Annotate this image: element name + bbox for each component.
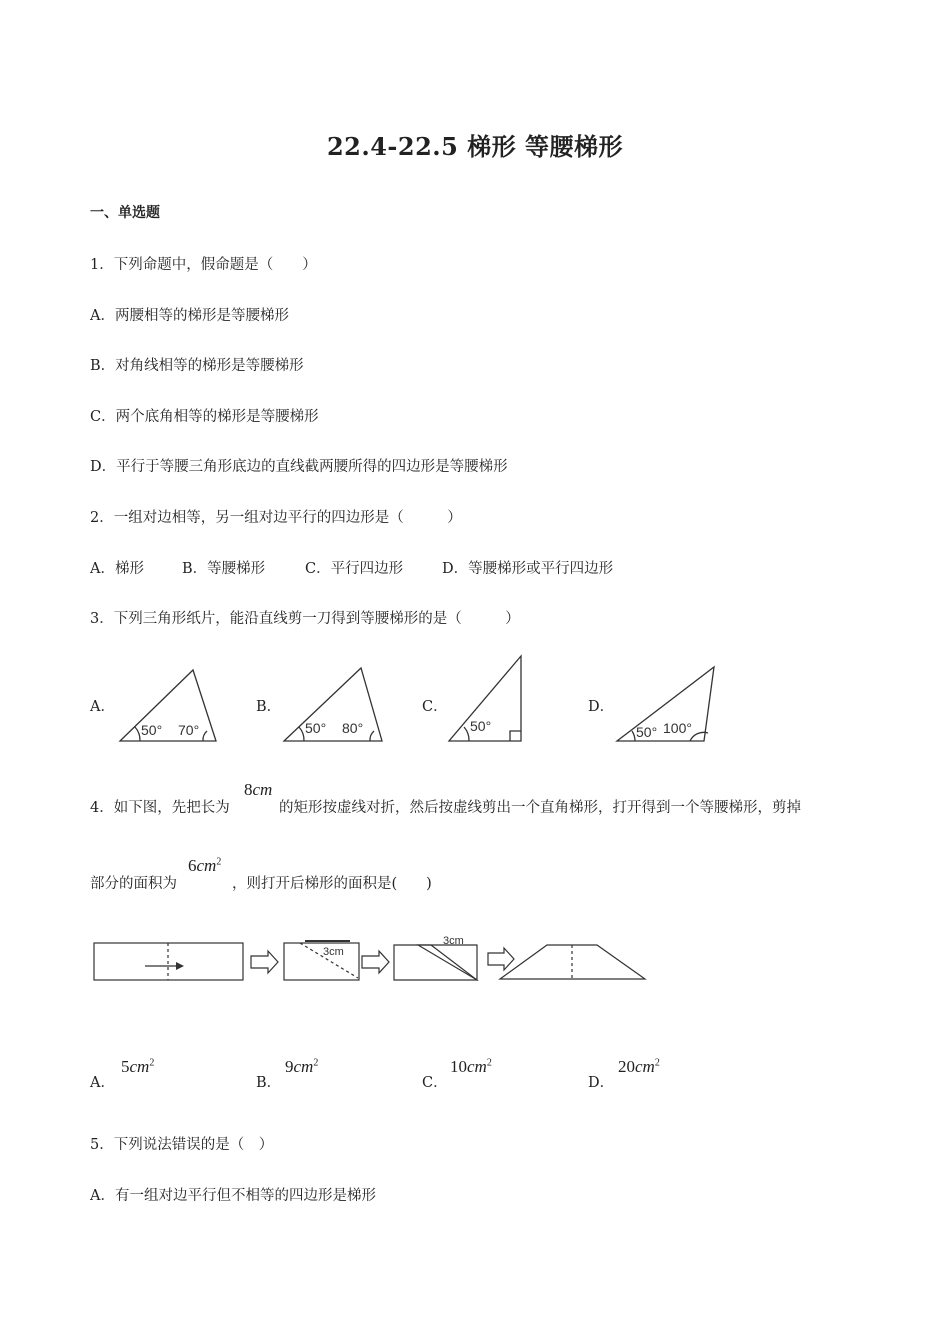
q4-stem-part4: ，则打开后梯形的面积是( )	[232, 876, 432, 892]
section-heading: 一、单选题	[90, 205, 160, 221]
q4-option-c-label: C．	[422, 1075, 448, 1091]
q4-stem-part1: 4．如下图，先把长为	[90, 800, 230, 816]
q1-option-b: B．对角线相等的梯形是等腰梯形	[90, 358, 304, 374]
angle-label: 50°	[141, 722, 163, 738]
q4-option-b-label: B．	[256, 1075, 282, 1091]
fold-arrow-head	[176, 962, 184, 970]
step-arrow-1	[251, 951, 278, 973]
q4-option-d-value: $20cm^2$	[618, 1057, 660, 1076]
q5-option-a: A．有一组对边平行但不相等的四边形是梯形	[90, 1188, 376, 1204]
q5-stem: 5．下列说法错误的是（ ）	[90, 1137, 274, 1153]
q4-stem-part2: 的矩形按虚线对折，然后按虚线剪出一个直角梯形，打开得到一个等腰梯形，剪掉	[279, 800, 801, 816]
angle-label: 50°	[470, 718, 492, 734]
cut-off-triangle	[418, 945, 477, 980]
q3-label-d: D．	[588, 699, 615, 715]
q1-option-d: D．平行于等腰三角形底边的直线截两腰所得的四边形是等腰梯形	[90, 459, 508, 475]
q1-stem: 1．下列命题中，假命题是（ ）	[90, 257, 317, 273]
angle-label: 50°	[305, 720, 327, 736]
q2-stem: 2．一组对边相等，另一组对边平行的四边形是（ ）	[90, 510, 462, 526]
q3-label-a: A．	[90, 699, 115, 715]
trapezoid-cut-piece	[394, 945, 477, 980]
angle-label: 70°	[178, 722, 200, 738]
q2-option-a: A．梯形	[90, 561, 144, 577]
isosceles-trapezoid	[500, 945, 645, 979]
q4-option-b-value: $9cm^2$	[285, 1057, 319, 1076]
q4-option-c-value: $10cm^2$	[450, 1057, 492, 1076]
q1-option-c: C．两个底角相等的梯形是等腰梯形	[90, 409, 319, 425]
q4-option-a-label: A．	[90, 1075, 115, 1091]
q2-option-c: C．平行四边形	[305, 561, 404, 577]
q4-option-a-value: $5cm^2$	[121, 1057, 155, 1076]
q1-option-a: A．两腰相等的梯形是等腰梯形	[90, 308, 289, 324]
q2-option-b: B．等腰梯形	[182, 561, 266, 577]
rectangle-folded	[284, 943, 359, 980]
page-title: 22.4-22.5 梯形 等腰梯形	[326, 132, 624, 161]
angle-label: 80°	[342, 720, 364, 736]
step-arrow-2	[362, 951, 389, 973]
q4-area-value: $6cm^2$	[188, 856, 222, 875]
q2-option-d: D．等腰梯形或平行四边形	[442, 561, 614, 577]
q4-option-d-label: D．	[588, 1075, 615, 1091]
q4-length-value: 8cm	[244, 780, 273, 799]
q3-stem: 3．下列三角形纸片，能沿直线剪一刀得到等腰梯形的是（ ）	[90, 611, 520, 627]
q3-label-c: C．	[422, 699, 448, 715]
q3-label-b: B．	[256, 699, 282, 715]
angle-label: 100°	[663, 720, 692, 736]
angle-label: 50°	[636, 724, 658, 740]
step-arrow-3	[488, 948, 514, 970]
measure-label: 3cm	[443, 935, 464, 947]
measure-label: 3cm	[323, 946, 344, 958]
q4-stem-part3: 部分的面积为	[90, 876, 177, 892]
